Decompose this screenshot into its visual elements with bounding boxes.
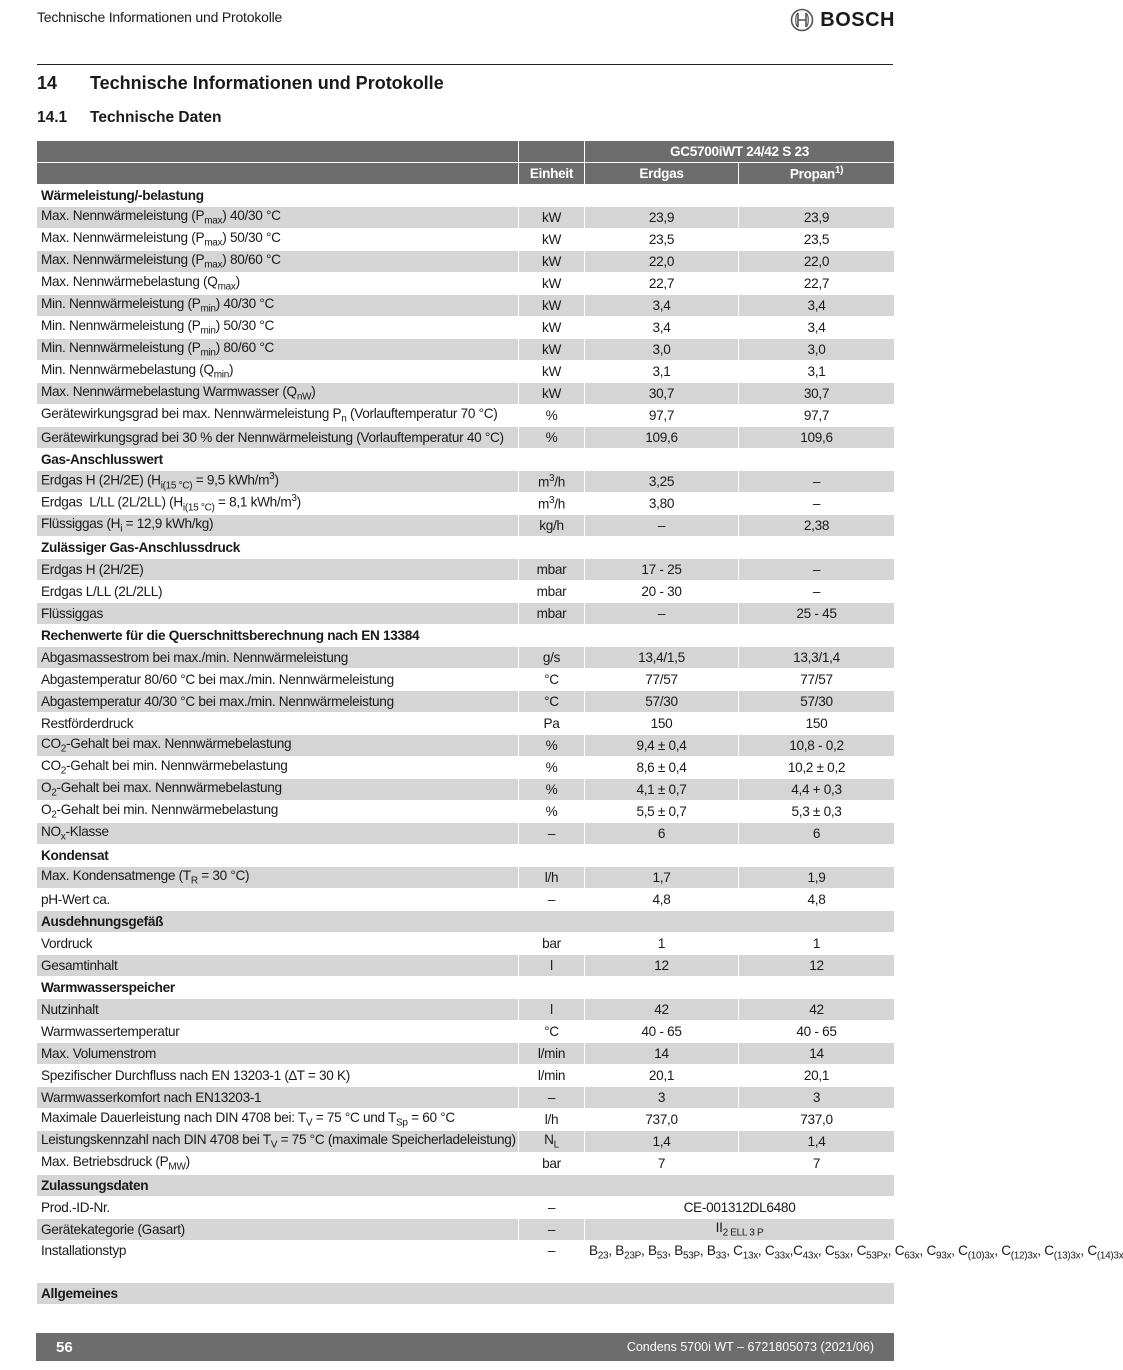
table-row [37, 1065, 895, 1087]
table-row [37, 779, 895, 801]
propane-value: 2,38 [739, 515, 895, 537]
row-label: Max. Nennwärmebelastung Warmwasser $(Q_{nW})$ [37, 383, 519, 405]
row-unit: l/min [519, 1065, 585, 1087]
row-label: Max. Nennwärmeleistung $(P_{max})$ 50/30 °C [37, 229, 519, 251]
propane-header [739, 163, 895, 185]
section-label: Rechenwerte für die Querschnittsberechnung nach EN 13384 [37, 625, 895, 647]
table-row [37, 383, 895, 405]
gas-value: 737,0 [585, 1109, 739, 1131]
row-label: Prod.-ID-Nr. [37, 1197, 519, 1219]
row-label: Max. Nennwärmeleistung $(P_{max})$ 40/30 °C [37, 207, 519, 229]
propane-value: 7 [739, 1153, 895, 1175]
installation-type: $C_{(12)3x}$ [1001, 1243, 1038, 1262]
page-footer [36, 1333, 894, 1361]
row-unit: mbar [519, 581, 585, 603]
table-row [37, 757, 895, 779]
propane-value: 13,3/1,4 [739, 647, 895, 669]
gas-value: 12 [585, 955, 739, 977]
table-row [37, 669, 895, 691]
propane-value: 1 [739, 933, 895, 955]
section-label: Zulässiger Gas-Anschlussdruck [37, 537, 895, 559]
row-label: Min. Nennwärmeleistung $(P_{min})$ 50/30 °C [37, 317, 519, 339]
gas-value: 20,1 [585, 1065, 739, 1087]
gas-value: 14 [585, 1043, 739, 1065]
row-unit: kW [519, 251, 585, 273]
row-label: Nutzinhalt [37, 999, 519, 1021]
row-unit: kW [519, 273, 585, 295]
row-label: Gesamtinhalt [37, 955, 519, 977]
propane-value: 1,9 [739, 867, 895, 889]
section-row [37, 1283, 895, 1305]
technical-data-table [36, 140, 1123, 1305]
row-unit: l [519, 955, 585, 977]
row-unit: kW [519, 383, 585, 405]
gas-value: 3,4 [585, 317, 739, 339]
propane-value: 10,2 ± 0,2 [739, 757, 895, 779]
row-unit: – [519, 823, 585, 845]
table-row [37, 713, 895, 735]
table-row [37, 317, 895, 339]
row-label: Erdgas H (2H/2E) ($H_{i(15 ^\circ C)} = 9,5$ kWh/$m^3$) [37, 471, 519, 493]
propane-value: 77/57 [739, 669, 895, 691]
row-unit: kW [519, 317, 585, 339]
row-label: Maximale Dauerleistung nach DIN 4708 bei: $T_V = 75$ °C und $T_{Sp} = 60$ °C [37, 1109, 519, 1131]
gas-value: 1 [585, 933, 739, 955]
propane-value: 23,5 [739, 229, 895, 251]
gas-value: – [585, 603, 739, 625]
section-title: Technische Daten [90, 109, 222, 126]
row-label: $NO_x$-Klasse [37, 823, 519, 845]
installation-type: $B_{23P}$ [615, 1243, 641, 1262]
section-row [37, 625, 895, 647]
row-unit: $N_L$ [519, 1131, 585, 1153]
row-unit: $m^3/h$ [519, 493, 585, 515]
table-row [37, 735, 895, 757]
row-label: Abgasmassestrom bei max./min. Nennwärmeleistung [37, 647, 519, 669]
gas-value: 97,7 [585, 405, 739, 427]
propane-value: – [739, 471, 895, 493]
gas-value: 3,80 [585, 493, 739, 515]
gas-value: 8,6 ± 0,4 [585, 757, 739, 779]
installation-type: $C_{13x}$ [733, 1243, 758, 1262]
table-row [37, 405, 895, 427]
propane-value: – [739, 559, 895, 581]
row-label: Max. Kondensatmenge ($T_R = 30$ °C) [37, 867, 519, 889]
table-row [37, 1153, 895, 1175]
installation-type: $C_{53Px}$ [856, 1243, 888, 1262]
propane-value: 22,0 [739, 251, 895, 273]
row-label: $O_2$-Gehalt bei max. Nennwärmebelastung [37, 779, 519, 801]
propane-value: 3,0 [739, 339, 895, 361]
installation-type: $C_{43x}$ [793, 1243, 818, 1262]
propane-label: Propan [789, 166, 835, 182]
section-label: Zulassungsdaten [37, 1175, 895, 1197]
section-row [37, 845, 895, 867]
row-label: Min. Nennwärmeleistung $(P_{min})$ 80/60 °C [37, 339, 519, 361]
table-row [37, 515, 895, 537]
section-label: Wärmeleistung/-belastung [37, 185, 895, 207]
gas-value: 150 [585, 713, 739, 735]
gas-value: 77/57 [585, 669, 739, 691]
propane-value: 737,0 [739, 1109, 895, 1131]
table-row [37, 471, 895, 493]
gas-header: Erdgas [585, 163, 739, 185]
row-label: Flüssiggas [37, 603, 519, 625]
gas-value: 109,6 [585, 427, 739, 449]
row-unit: – [519, 1241, 585, 1283]
row-unit: – [519, 1219, 585, 1241]
table-header-row [37, 141, 895, 163]
table-row [37, 999, 895, 1021]
page-number: 56 [56, 1338, 73, 1356]
propane-value: 12 [739, 955, 895, 977]
section-row [37, 185, 895, 207]
table-row [37, 339, 895, 361]
gas-value: 4,1 ± 0,7 [585, 779, 739, 801]
row-label: Leistungskennzahl nach DIN 4708 bei $T_V = 75$ °C (maximale Speicherladeleistung) [37, 1131, 519, 1153]
chapter-heading [37, 73, 444, 94]
gas-value: 42 [585, 999, 739, 1021]
gas-value: 23,9 [585, 207, 739, 229]
section-label: Warmwasserspeicher [37, 977, 895, 999]
bosch-armature-icon [790, 8, 814, 32]
section-label: Allgemeines [37, 1283, 895, 1305]
row-label: Erdgas H (2H/2E) [37, 559, 519, 581]
table-row [37, 207, 895, 229]
propane-value: 150 [739, 713, 895, 735]
gas-value: 13,4/1,5 [585, 647, 739, 669]
row-unit: – [519, 1197, 585, 1219]
table-row [37, 559, 895, 581]
row-unit: °C [519, 1021, 585, 1043]
row-unit: mbar [519, 603, 585, 625]
table-row [37, 295, 895, 317]
installation-type: $C_{(14)3x}$ [1087, 1243, 1123, 1262]
propane-value: 20,1 [739, 1065, 895, 1087]
table-row [37, 933, 895, 955]
gas-value: 3,25 [585, 471, 739, 493]
row-unit: % [519, 757, 585, 779]
row-unit: l/min [519, 1043, 585, 1065]
gas-value: 22,7 [585, 273, 739, 295]
installation-type: $B_{53P}$ [674, 1243, 700, 1262]
gas-value: 3,1 [585, 361, 739, 383]
table-row [37, 581, 895, 603]
row-unit: $m^3/h$ [519, 471, 585, 493]
section-row [37, 911, 895, 933]
section-heading [37, 109, 222, 127]
installation-type: $B_{53}$ [647, 1243, 668, 1262]
gas-value: – [585, 515, 739, 537]
row-unit: % [519, 779, 585, 801]
header-rule [37, 64, 893, 65]
table-row [37, 955, 895, 977]
propane-value: 4,4 + 0,3 [739, 779, 895, 801]
row-label: Max. Volumenstrom [37, 1043, 519, 1065]
row-unit: % [519, 801, 585, 823]
propane-value: – [739, 493, 895, 515]
table-row [37, 889, 895, 911]
propane-value: 1,4 [739, 1131, 895, 1153]
row-unit: l/h [519, 1109, 585, 1131]
row-unit: % [519, 427, 585, 449]
gas-value: 4,8 [585, 889, 739, 911]
row-unit: g/s [519, 647, 585, 669]
table-row [37, 1219, 895, 1241]
gas-value: 17 - 25 [585, 559, 739, 581]
table-row [37, 229, 895, 251]
row-unit: Pa [519, 713, 585, 735]
table-row [37, 1131, 895, 1153]
row-label: $CO_2$-Gehalt bei min. Nennwärmebelastung [37, 757, 519, 779]
row-label: Flüssiggas ($H_i = 12,9$ kWh/kg) [37, 515, 519, 537]
row-unit: bar [519, 1153, 585, 1175]
header-blank [519, 141, 585, 163]
installation-type: $C_{33x}$ [764, 1243, 790, 1262]
table-row [37, 493, 895, 515]
section-label: Gas-Anschlusswert [37, 449, 895, 471]
row-label: Gerätekategorie (Gasart) [37, 1219, 519, 1241]
propane-value: 3 [739, 1087, 895, 1109]
row-label: Abgastemperatur 40/30 °C bei max./min. Nennwärmeleistung [37, 691, 519, 713]
brand-name: BOSCH [820, 8, 895, 31]
row-label: pH-Wert ca. [37, 889, 519, 911]
row-unit: kW [519, 229, 585, 251]
propane-value: 4,8 [739, 889, 895, 911]
installation-type: $B_{23}$ [589, 1243, 609, 1262]
section-row [37, 537, 895, 559]
propane-value: 3,4 [739, 317, 895, 339]
row-unit: kW [519, 295, 585, 317]
row-unit: kW [519, 339, 585, 361]
row-label: Erdgas L/LL (2L/2LL) [37, 581, 519, 603]
row-unit: kW [519, 207, 585, 229]
installation-type: $C_{(10)3x}$ [958, 1243, 995, 1262]
gas-value: 9,4 ± 0,4 [585, 735, 739, 757]
gas-value: 23,5 [585, 229, 739, 251]
row-label: Max. Nennwärmeleistung $(P_{max})$ 80/60 °C [37, 251, 519, 273]
installation-type: $C_{93x}$ [926, 1243, 952, 1262]
section-row [37, 977, 895, 999]
row-label: Erdgas L/LL (2L/2LL) ($H_{i(15 ^\circ C)} = 8,1$ kWh/$m^3$) [37, 493, 519, 515]
table-row [37, 1109, 895, 1131]
row-label: Min. Nennwärmeleistung $(P_{min})$ 40/30 °C [37, 295, 519, 317]
table-row [37, 823, 895, 845]
propane-value: 57/30 [739, 691, 895, 713]
row-unit: mbar [519, 559, 585, 581]
table-header-row [37, 163, 895, 185]
row-unit: % [519, 405, 585, 427]
propane-value: 42 [739, 999, 895, 1021]
running-title: Technische Informationen und Protokolle [37, 9, 283, 25]
model-header: GC5700iWT 24/42 S 23 [585, 141, 895, 163]
installation-type: $B_{33}$ [706, 1243, 727, 1262]
bosch-logo [790, 8, 895, 32]
table-row [37, 1043, 895, 1065]
gas-value: 22,0 [585, 251, 739, 273]
propane-value: 25 - 45 [739, 603, 895, 625]
gas-value: 3 [585, 1087, 739, 1109]
header-blank [37, 163, 519, 185]
row-label: Warmwassertemperatur [37, 1021, 519, 1043]
row-unit: bar [519, 933, 585, 955]
row-label: Max. Betriebsdruck $(P_{MW})$ [37, 1153, 519, 1175]
row-label: $CO_2$-Gehalt bei max. Nennwärmebelastung [37, 735, 519, 757]
shared-value: CE-001312DL6480 [585, 1197, 895, 1219]
table-row [37, 251, 895, 273]
row-label: Installationstyp [37, 1241, 519, 1283]
gas-value: 40 - 65 [585, 1021, 739, 1043]
row-unit: – [519, 889, 585, 911]
row-unit: kW [519, 361, 585, 383]
row-label: Max. Nennwärmebelastung $(Q_{max})$ [37, 273, 519, 295]
table-row [37, 1021, 895, 1043]
section-number: 14.1 [37, 109, 68, 126]
gas-value: 5,5 ± 0,7 [585, 801, 739, 823]
row-label: Gerätewirkungsgrad bei max. Nennwärmeleistung $P_n$ (Vorlauftemperatur 70 °C) [37, 405, 519, 427]
footnote-mark: 1) [834, 165, 844, 177]
gas-value: 57/30 [585, 691, 739, 713]
propane-value: 14 [739, 1043, 895, 1065]
row-label: Abgastemperatur 80/60 °C bei max./min. Nennwärmeleistung [37, 669, 519, 691]
row-unit: l [519, 999, 585, 1021]
row-label: Spezifischer Durchfluss nach EN 13203-1 (∆T = 30 K) [37, 1065, 519, 1087]
row-unit: °C [519, 691, 585, 713]
propane-value: 3,1 [739, 361, 895, 383]
table-row [37, 361, 895, 383]
row-unit: l/h [519, 867, 585, 889]
unit-header: Einheit [519, 163, 585, 185]
gas-value: 1,7 [585, 867, 739, 889]
table-row [37, 1087, 895, 1109]
installation-type: $C_{53x}$ [824, 1243, 850, 1262]
gas-value: 6 [585, 823, 739, 845]
table-row [37, 273, 895, 295]
propane-value: 109,6 [739, 427, 895, 449]
propane-value: 40 - 65 [739, 1021, 895, 1043]
table-row [37, 603, 895, 625]
table-row [37, 427, 895, 449]
installation-types: $B_{23}$, $B_{23P}$, $B_{53}$, $B_{53P}$, $B_{33}$, $C_{13x}$, $C_{33x},C_{43x}$, $C_{53x}$, $C_{53Px}$, $C_{63x}$, $C_{93x}$, $C_{(10)3x}$, $C_{(12)3x}$, $C_{(13)3x}$, $C_{(14)3x}$ [585, 1241, 895, 1283]
installation-type: $C_{(13)3x}$ [1044, 1243, 1081, 1262]
gas-value: 20 - 30 [585, 581, 739, 603]
row-unit: – [519, 1087, 585, 1109]
section-row [37, 449, 895, 471]
gas-value: 7 [585, 1153, 739, 1175]
section-label: Ausdehnungsgefäß [37, 911, 895, 933]
table-row [37, 867, 895, 889]
row-label: Warmwasserkomfort nach EN13203-1 [37, 1087, 519, 1109]
row-unit: °C [519, 669, 585, 691]
gas-value: 30,7 [585, 383, 739, 405]
row-label: Min. Nennwärmebelastung $(Q_{min})$ [37, 361, 519, 383]
row-unit: kg/h [519, 515, 585, 537]
propane-value: 23,9 [739, 207, 895, 229]
gas-value: 1,4 [585, 1131, 739, 1153]
row-unit: % [519, 735, 585, 757]
propane-value: 97,7 [739, 405, 895, 427]
table-row [37, 801, 895, 823]
row-label: $O_2$-Gehalt bei min. Nennwärmebelastung [37, 801, 519, 823]
gas-value: 3,4 [585, 295, 739, 317]
propane-value: 5,3 ± 0,3 [739, 801, 895, 823]
row-label: Gerätewirkungsgrad bei 30 % der Nennwärmeleistung (Vorlauftemperatur 40 °C) [37, 427, 519, 449]
table-row [37, 1241, 895, 1283]
propane-value: – [739, 581, 895, 603]
shared-value: $II_{2 ELL 3 P}$ [585, 1219, 895, 1241]
chapter-title: Technische Informationen und Protokolle [90, 73, 444, 93]
propane-value: 6 [739, 823, 895, 845]
table-row [37, 647, 895, 669]
section-row [37, 1175, 895, 1197]
propane-value: 3,4 [739, 295, 895, 317]
document-reference: Condens 5700i WT – 6721805073 (2021/06) [626, 1340, 874, 1354]
gas-value: 3,0 [585, 339, 739, 361]
section-label: Kondensat [37, 845, 895, 867]
propane-value: 10,8 - 0,2 [739, 735, 895, 757]
row-label: Vordruck [37, 933, 519, 955]
propane-value: 22,7 [739, 273, 895, 295]
table-row [37, 1197, 895, 1219]
table-row [37, 691, 895, 713]
propane-value: 30,7 [739, 383, 895, 405]
row-label: Restförderdruck [37, 713, 519, 735]
installation-type: $C_{63x}$ [894, 1243, 920, 1262]
header-blank [37, 141, 519, 163]
chapter-number: 14 [37, 73, 58, 93]
